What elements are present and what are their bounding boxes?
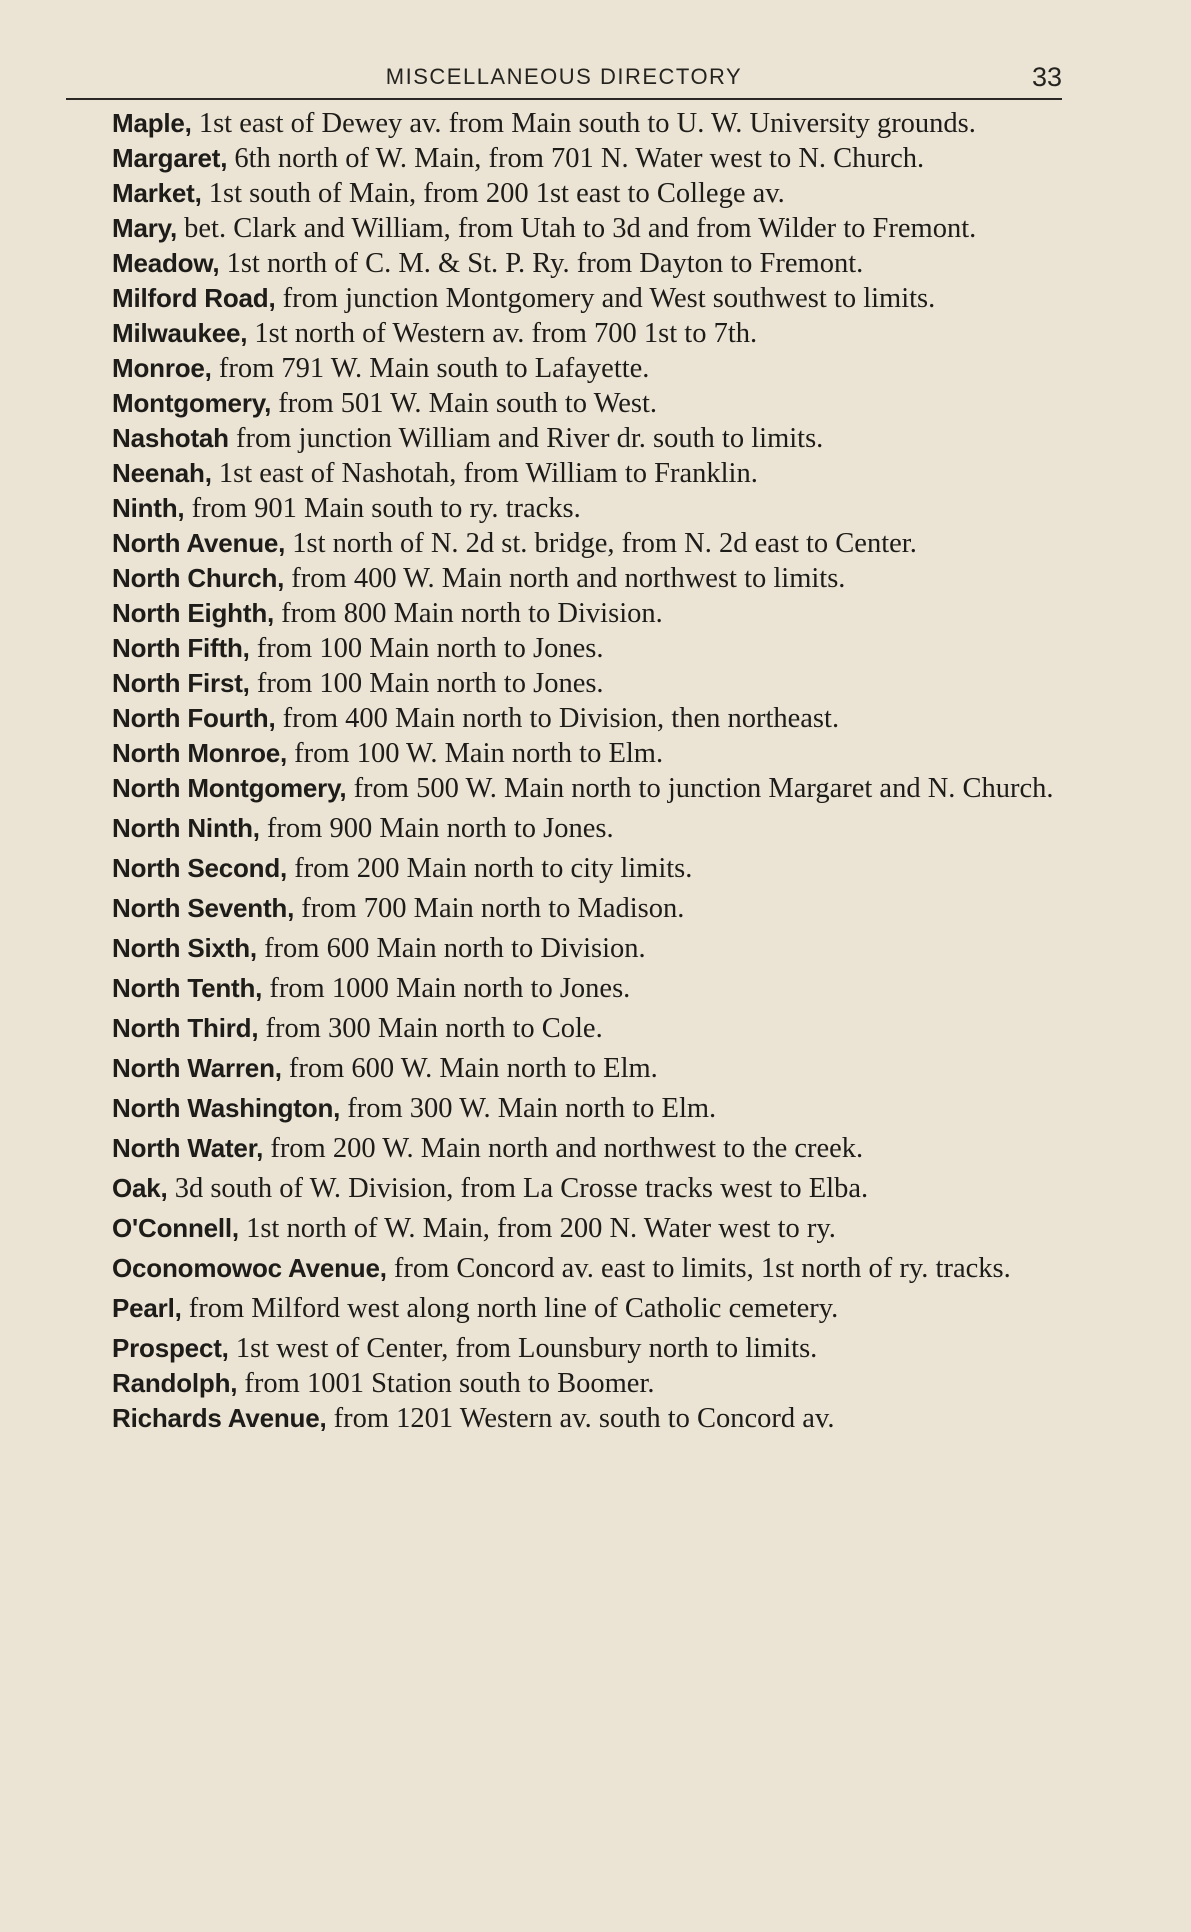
- street-name: North Eighth,: [112, 598, 275, 628]
- street-entry-neenah: [66, 458, 1076, 489]
- street-name: North Water,: [112, 1133, 264, 1163]
- street-description: 1st north of C. M. & St. P. Ry. from Dayton to Fremont.: [219, 248, 864, 279]
- street-entry-north-fourth: [66, 703, 1076, 734]
- street-entry-north-church: [66, 563, 1076, 594]
- street-description: from 200 Main north to city limits.: [287, 853, 693, 884]
- street-entry-pearl: [66, 1293, 1076, 1324]
- street-name: North Church,: [112, 563, 285, 593]
- street-name: O'Connell,: [112, 1213, 239, 1243]
- street-name: Meadow,: [112, 248, 220, 278]
- street-entry-north-water: [66, 1133, 1076, 1164]
- page-number: 33: [1031, 62, 1062, 92]
- street-entry-north-third: [66, 1013, 1076, 1044]
- street-entry-randolph: [66, 1368, 1076, 1399]
- street-description: from Concord av. east to limits, 1st north of ry. tracks.: [386, 1253, 1011, 1284]
- street-description: from 501 W. Main south to West.: [271, 388, 658, 419]
- street-entry-north-eighth: [66, 598, 1076, 629]
- street-description: bet. Clark and William, from Utah to 3d and from Wilder to Fremont.: [177, 213, 977, 244]
- street-name: Richards Avenue,: [112, 1403, 327, 1433]
- street-entry-north-warren: [66, 1053, 1076, 1084]
- street-name: Nashotah: [112, 423, 229, 453]
- street-entry-north-tenth: [66, 973, 1076, 1004]
- street-name: North Monroe,: [112, 738, 288, 768]
- street-description: from 1000 Main north to Jones.: [262, 973, 631, 1004]
- street-description: from junction William and River dr. south to limits.: [228, 423, 824, 454]
- street-description: from 901 Main south to ry. tracks.: [184, 493, 581, 524]
- street-description: from junction Montgomery and West southwest to limits.: [275, 283, 936, 314]
- street-description: 1st north of N. 2d st. bridge, from N. 2d east to Center.: [285, 528, 917, 559]
- street-entry-milford-road: [66, 283, 1076, 314]
- street-entry-oak: [66, 1173, 1076, 1204]
- street-name: Neenah,: [112, 458, 212, 488]
- street-description: from 500 W. Main north to junction Margaret and N. Church.: [346, 773, 1054, 804]
- street-name: North Ninth,: [112, 813, 260, 843]
- street-name: North Third,: [112, 1013, 259, 1043]
- street-name: North Sixth,: [112, 933, 257, 963]
- street-name: North Washington,: [112, 1093, 341, 1123]
- street-entry-oconnell: [66, 1213, 1076, 1244]
- running-head: MISCELLANEOUS DIRECTORY: [385, 64, 743, 89]
- street-name: North Montgomery,: [112, 773, 347, 803]
- street-description: from 800 Main north to Division.: [274, 598, 663, 629]
- street-entry-north-seventh: [66, 893, 1076, 924]
- street-entry-prospect: [66, 1333, 1076, 1364]
- street-entry-mary: [66, 213, 1076, 244]
- street-entry-maple: [66, 108, 1076, 139]
- street-entry-milwaukee: [66, 318, 1076, 349]
- street-name: Milford Road,: [112, 283, 276, 313]
- header-rule: [66, 98, 1062, 100]
- street-entry-richards-avenue: [66, 1403, 1076, 1434]
- street-entry-north-washington: [66, 1093, 1076, 1124]
- street-name: North Avenue,: [112, 528, 286, 558]
- street-name: North Seventh,: [112, 893, 295, 923]
- street-description: from 600 W. Main north to Elm.: [281, 1053, 658, 1084]
- street-description: from 100 W. Main north to Elm.: [287, 738, 664, 769]
- street-description: from 900 Main north to Jones.: [259, 813, 614, 844]
- street-description: from 400 Main north to Division, then northeast.: [275, 703, 840, 734]
- street-entry-nashotah: [66, 423, 1076, 454]
- street-entry-margaret: [66, 143, 1076, 174]
- street-entry-north-fifth: [66, 633, 1076, 664]
- street-description: 1st east of Nashotah, from William to Franklin.: [211, 458, 758, 489]
- street-entry-ninth: [66, 493, 1076, 524]
- street-entry-montgomery: [66, 388, 1076, 419]
- street-name: Maple,: [112, 108, 192, 138]
- street-description: from 1001 Station south to Boomer.: [237, 1368, 655, 1399]
- street-name: Oak,: [112, 1173, 168, 1203]
- street-name: Ninth,: [112, 493, 185, 523]
- street-description: from 100 Main north to Jones.: [249, 633, 604, 664]
- street-entry-north-monroe: [66, 738, 1076, 769]
- street-description: from 100 Main north to Jones.: [249, 668, 604, 699]
- street-name: Montgomery,: [112, 388, 272, 418]
- street-name: Milwaukee,: [112, 318, 248, 348]
- street-name: Margaret,: [112, 143, 228, 173]
- street-entry-north-avenue: [66, 528, 1076, 559]
- street-name: North Fifth,: [112, 633, 250, 663]
- street-description: 6th north of W. Main, from 701 N. Water west to N. Church.: [227, 143, 925, 174]
- street-entry-market: [66, 178, 1076, 209]
- street-name: Market,: [112, 178, 202, 208]
- street-description: 1st north of Western av. from 700 1st to 7th.: [247, 318, 758, 349]
- street-directory-list: [66, 108, 1076, 1438]
- street-description: from 600 Main north to Division.: [256, 933, 646, 964]
- street-name: North Tenth,: [112, 973, 263, 1003]
- street-description: 1st east of Dewey av. from Main south to U. W. University grounds.: [191, 108, 976, 139]
- street-description: from 791 W. Main south to Lafayette.: [211, 353, 650, 384]
- street-entry-meadow: [66, 248, 1076, 279]
- street-entry-north-sixth: [66, 933, 1076, 964]
- street-name: Monroe,: [112, 353, 212, 383]
- street-entry-north-montgomery: [66, 773, 1076, 804]
- street-description: 1st north of W. Main, from 200 N. Water west to ry.: [238, 1213, 836, 1244]
- street-name: North Warren,: [112, 1053, 282, 1083]
- street-description: 1st south of Main, from 200 1st east to College av.: [201, 178, 785, 209]
- street-description: from 700 Main north to Madison.: [294, 893, 685, 924]
- street-description: from 300 Main north to Cole.: [258, 1013, 603, 1044]
- street-name: Pearl,: [112, 1293, 182, 1323]
- street-name: North First,: [112, 668, 250, 698]
- street-name: Mary,: [112, 213, 177, 243]
- street-name: Randolph,: [112, 1368, 238, 1398]
- street-name: Oconomowoc Avenue,: [112, 1253, 387, 1283]
- street-description: from 200 W. Main north and northwest to the creek.: [263, 1133, 864, 1164]
- page-header: [66, 62, 1062, 102]
- street-entry-north-ninth: [66, 813, 1076, 844]
- street-name: North Fourth,: [112, 703, 276, 733]
- street-entry-north-second: [66, 853, 1076, 884]
- street-entry-oconomowoc-avenue: [66, 1253, 1076, 1284]
- street-entry-north-first: [66, 668, 1076, 699]
- street-description: 1st west of Center, from Lounsbury north to limits.: [228, 1333, 818, 1364]
- street-name: Prospect,: [112, 1333, 229, 1363]
- street-description: from 300 W. Main north to Elm.: [340, 1093, 717, 1124]
- street-name: North Second,: [112, 853, 288, 883]
- street-description: from 400 W. Main north and northwest to limits.: [284, 563, 846, 594]
- street-description: from Milford west along north line of Catholic cemetery.: [181, 1293, 839, 1324]
- street-description: 3d south of W. Division, from La Crosse tracks west to Elba.: [167, 1173, 869, 1204]
- street-description: from 1201 Western av. south to Concord av.: [326, 1403, 835, 1434]
- street-entry-monroe: [66, 353, 1076, 384]
